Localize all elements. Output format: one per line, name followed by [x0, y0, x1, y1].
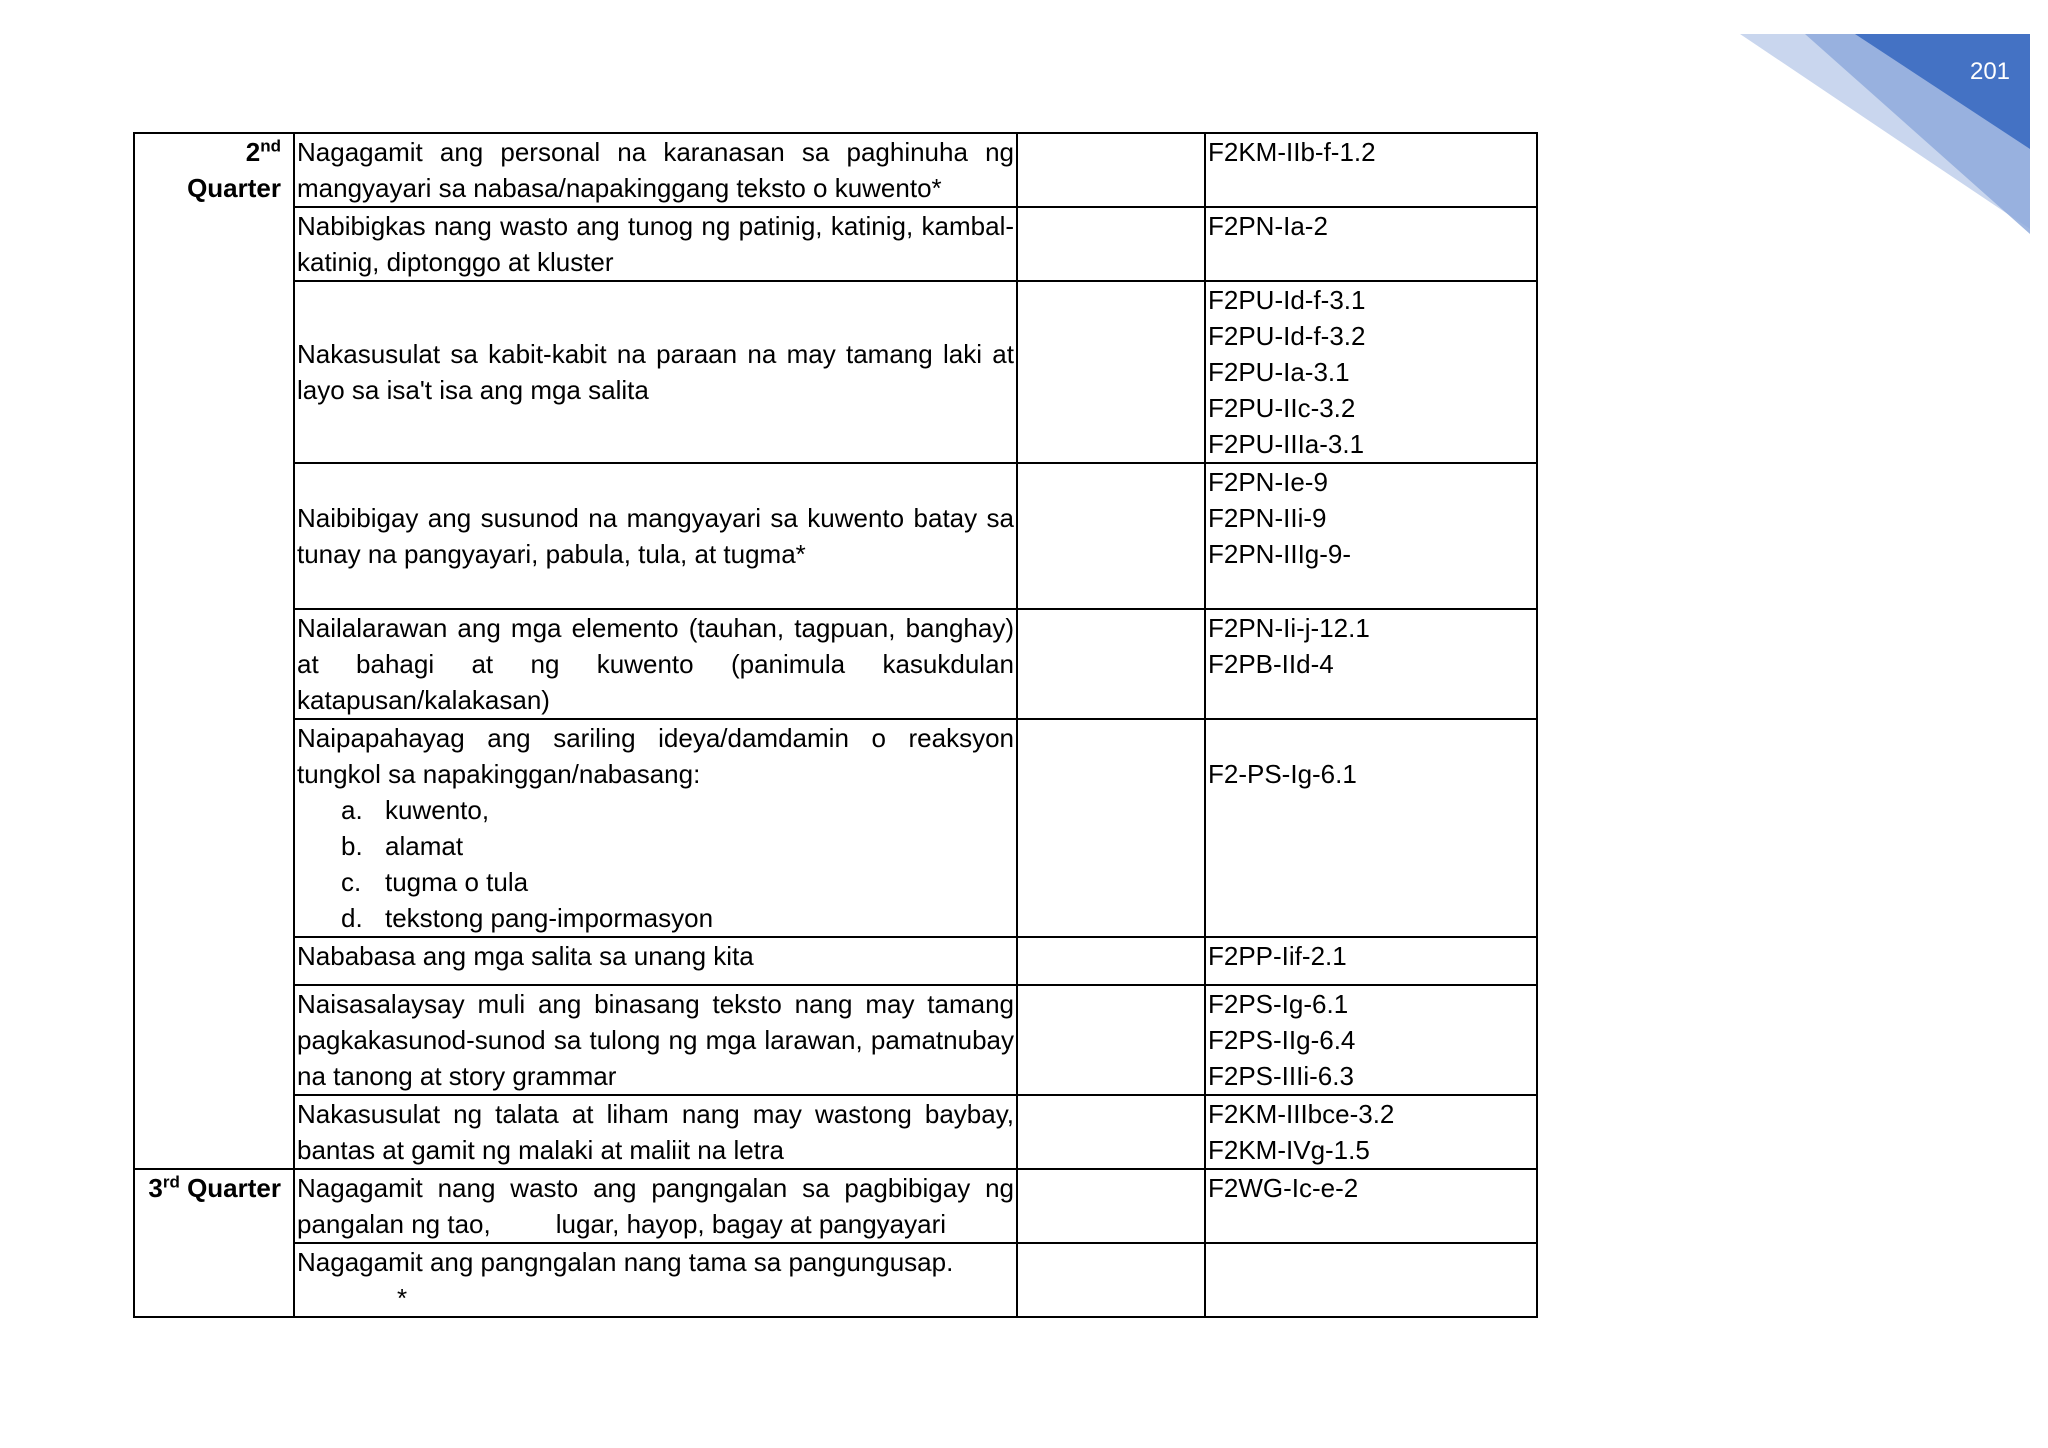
- code-cell: F2PN-Ie-9 F2PN-IIi-9 F2PN-IIIg-9-: [1205, 463, 1537, 609]
- list-item: c. tugma o tula: [341, 867, 529, 897]
- competency-cell: Nabibigkas nang wasto ang tunog ng patinig, katinig, kambal-katinig, diptonggo at kluster: [294, 207, 1017, 281]
- list-item: b. alamat: [341, 831, 464, 861]
- page-number: 201: [1969, 58, 2011, 85]
- code-cell: [1205, 1243, 1537, 1317]
- empty-cell: [1017, 937, 1205, 985]
- competency-text: Nagagamit ang pangngalan nang tama sa pangungusap.: [297, 1247, 954, 1277]
- code-cell: F2PN-Ia-2: [1205, 207, 1537, 281]
- competency-cell: Nababasa ang mga salita sa unang kita: [294, 937, 1017, 985]
- competency-text: Naipapahayag ang sariling ideya/damdamin o reaksyon tungkol sa napakinggan/nabasang:: [297, 723, 1014, 789]
- code-cell: F2PN-Ii-j-12.1 F2PB-IId-4: [1205, 609, 1537, 719]
- list-item: d. tekstong pang-impormasyon: [341, 903, 714, 933]
- table-row: [134, 1169, 1537, 1243]
- competency-cell: [294, 1243, 1017, 1317]
- competency-cell: Nailalarawan ang mga elemento (tauhan, tagpuan, banghay) at bahagi at ng kuwento (panimula kasukdulan katapusan/kalakasan): [294, 609, 1017, 719]
- empty-cell: [1017, 1243, 1205, 1317]
- table-row: [134, 1095, 1537, 1169]
- table-row: [134, 1243, 1537, 1317]
- quarter-label-3rd: 3rd Quarter: [134, 1169, 294, 1317]
- competency-cell: Naisasalaysay muli ang binasang teksto nang may tamang pagkakasunod-sunod sa tulong ng mga larawan, pamatnubay na tanong at story grammar: [294, 985, 1017, 1095]
- table-row: [134, 937, 1537, 985]
- code-cell: F2WG-Ic-e-2: [1205, 1169, 1537, 1243]
- table-row: [134, 281, 1537, 463]
- empty-cell: [1017, 207, 1205, 281]
- competency-cell: Nagagamit nang wasto ang pangngalan sa pagbibigay ng pangalan ng tao, lugar, hayop, bagay at pangyayari: [294, 1169, 1017, 1243]
- table-row: [134, 207, 1537, 281]
- code-cell: F2KM-IIb-f-1.2: [1205, 133, 1537, 207]
- competency-cell: Nakasusulat ng talata at liham nang may wastong baybay, bantas at gamit ng malaki at maliit na letra: [294, 1095, 1017, 1169]
- table-row: [134, 985, 1537, 1095]
- table-row: [134, 133, 1537, 207]
- empty-cell: [1017, 1095, 1205, 1169]
- asterisk-note: *: [397, 1283, 408, 1313]
- empty-cell: [1017, 133, 1205, 207]
- table-row: [134, 463, 1537, 609]
- table-row: [134, 609, 1537, 719]
- competency-table: [133, 132, 1538, 1318]
- empty-cell: [1017, 463, 1205, 609]
- empty-cell: [1017, 609, 1205, 719]
- table-row: [134, 719, 1537, 937]
- sub-list: [297, 792, 1014, 936]
- code-cell: F2PS-Ig-6.1 F2PS-IIg-6.4 F2PS-IIIi-6.3: [1205, 985, 1537, 1095]
- empty-cell: [1017, 985, 1205, 1095]
- empty-cell: [1017, 281, 1205, 463]
- code-cell: F2-PS-Ig-6.1: [1205, 719, 1537, 937]
- competency-cell: Naibibigay ang susunod na mangyayari sa kuwento batay sa tunay na pangyayari, pabula, tula, at tugma*: [294, 463, 1017, 609]
- competency-cell: [294, 719, 1017, 937]
- code-cell: F2PU-Id-f-3.1 F2PU-Id-f-3.2 F2PU-Ia-3.1 F2PU-IIc-3.2 F2PU-IIIa-3.1: [1205, 281, 1537, 463]
- list-item: a. kuwento,: [341, 795, 490, 825]
- competency-cell: Nagagamit ang personal na karanasan sa paghinuha ng mangyayari sa nabasa/napakinggang teksto o kuwento*: [294, 133, 1017, 207]
- empty-cell: [1017, 719, 1205, 937]
- quarter-label-2nd: 2nd Quarter: [134, 133, 294, 1169]
- code-cell: F2KM-IIIbce-3.2 F2KM-IVg-1.5: [1205, 1095, 1537, 1169]
- empty-cell: [1017, 1169, 1205, 1243]
- code-cell: F2PP-Iif-2.1: [1205, 937, 1537, 985]
- competency-cell: Nakasusulat sa kabit-kabit na paraan na may tamang laki at layo sa isa't isa ang mga salita: [294, 281, 1017, 463]
